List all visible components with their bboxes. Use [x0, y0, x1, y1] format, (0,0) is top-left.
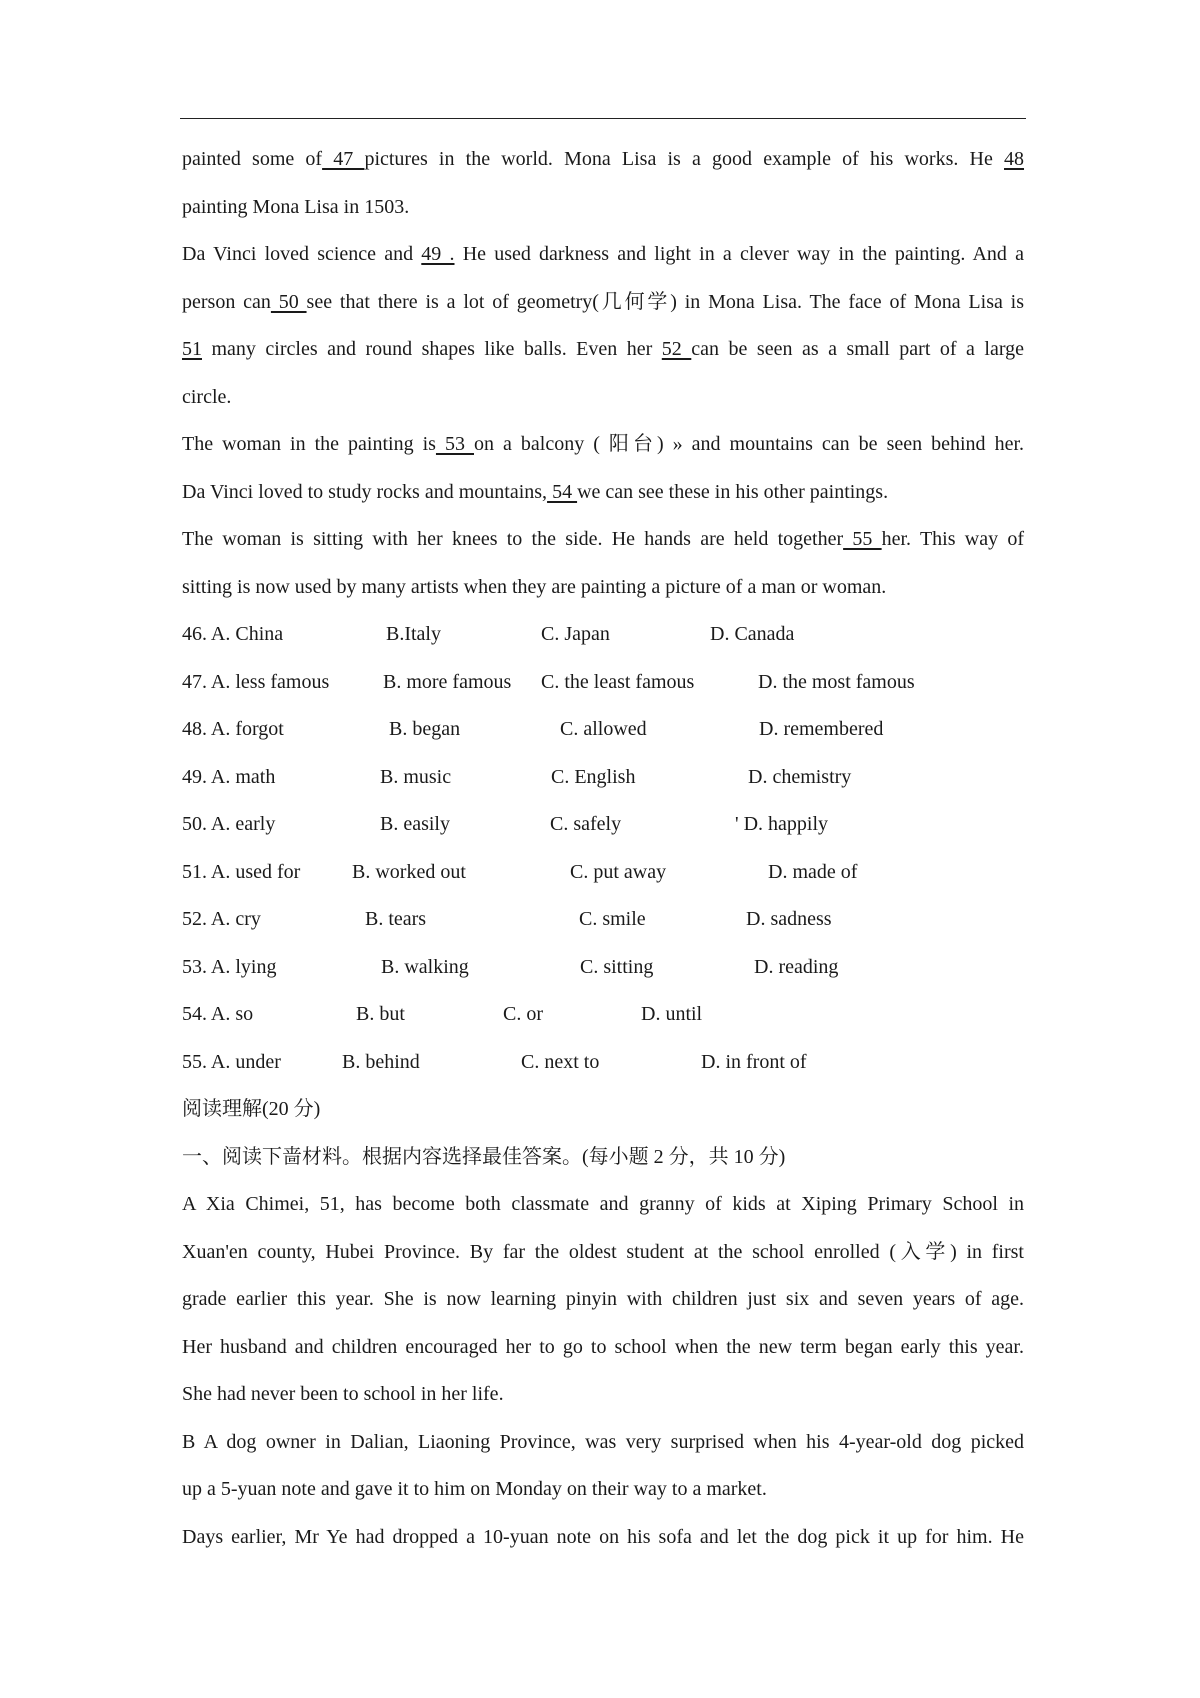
document-content — [182, 144, 1024, 1569]
blank-54: 54 — [547, 480, 578, 503]
question-row: 54. A. so B. but C. or D. until — [182, 1003, 703, 1025]
question-row: 53. A. lying B. walking C. sitting D. reading — [182, 955, 839, 978]
reading-a-line: grade earlier this year. She is now learning pinyin with children just six and seven years of age. — [182, 1288, 1024, 1310]
question-row: 47. A. less famous B. more famous C. the least famous D. the most famous — [182, 670, 915, 693]
question-row: 48. A. forgot B. began C. allowed D. remembered — [182, 718, 884, 740]
reading-a-line: She had never been to school in her life. — [182, 1383, 504, 1405]
passage-line: Da Vinci loved science and 49 . He used darkness and light in a clever way in the painting. And a — [182, 243, 1024, 265]
passage-line: The woman is sitting with her knees to the side. He hands are held together 55 her. This way of — [182, 528, 1025, 550]
blank-47: 47 — [322, 148, 365, 170]
header-rule — [180, 118, 1026, 119]
passage-line: painted some of 47 pictures in the world. Mona Lisa is a good example of his works. He 48 — [182, 148, 1025, 170]
blank-51: 51 — [182, 338, 202, 360]
section-instruction: 一、阅读下啬材料。根据内容选择最佳答案。(每小题 2 分，共 10 分) — [182, 1145, 786, 1168]
passage-line: Da Vinci loved to study rocks and mountains, 54 we can see these in his other paintings. — [182, 480, 889, 503]
passage-line: person can 50 see that there is a lot of geometry(几何学) in Mona Lisa. The face of Mona Lisa is — [182, 290, 1025, 313]
reading-b-line: Days earlier, Mr Ye had dropped a 10-yuan note on his sofa and let the dog pick it up for him. He — [182, 1525, 1024, 1548]
reading-b-line: up a 5-yuan note and gave it to him on Monday on their way to a market. — [182, 1478, 767, 1500]
blank-49: 49 . — [421, 243, 455, 265]
passage-line: sitting is now used by many artists when they are painting a picture of a man or woman. — [182, 575, 887, 598]
passage-line: 51 many circles and round shapes like balls. Even her 52 can be seen as a small part of a large — [182, 338, 1025, 360]
question-row: 55. A. under B. behind C. next to D. in front of — [182, 1050, 807, 1073]
passage-line: The woman in the painting is 53 on a balcony ( 阳台) » and mountains can be seen behind her. — [182, 433, 1025, 455]
blank-52: 52 — [661, 338, 692, 360]
reading-a-line: Her husband and children encouraged her to go to school when the new term began early this year. — [182, 1335, 1024, 1358]
question-row: 51. A. used for B. worked out C. put away D. made of — [182, 860, 858, 883]
passage-line: painting Mona Lisa in 1503. — [182, 195, 410, 218]
reading-b-line: B A dog owner in Dalian, Liaoning Province, was very surprised when his 4-year-old dog picked — [182, 1430, 1024, 1453]
section-heading: 阅读理解(20 分) — [182, 1098, 321, 1120]
question-row: 46. A. China B.Italy C. Japan D. Canada — [182, 623, 795, 645]
question-row: 49. A. math B. music C. English D. chemistry — [182, 765, 852, 788]
reading-a-line: Xuan'en county, Hubei Province. By far the oldest student at the school enrolled (入学) in first — [182, 1240, 1024, 1263]
question-row: 52. A. cry B. tears C. smile D. sadness — [182, 908, 832, 930]
blank-53: 53 — [435, 433, 474, 455]
question-row: 50. A. early B. easily C. safely ' D. happily — [182, 813, 829, 835]
blank-48: 48 — [1004, 148, 1025, 170]
blank-50: 50 — [270, 290, 307, 313]
passage-line: circle. — [182, 385, 232, 408]
blank-55: 55 — [843, 528, 882, 550]
reading-a-line: A Xia Chimei, 51, has become both classmate and granny of kids at Xiping Primary School in — [182, 1193, 1024, 1215]
